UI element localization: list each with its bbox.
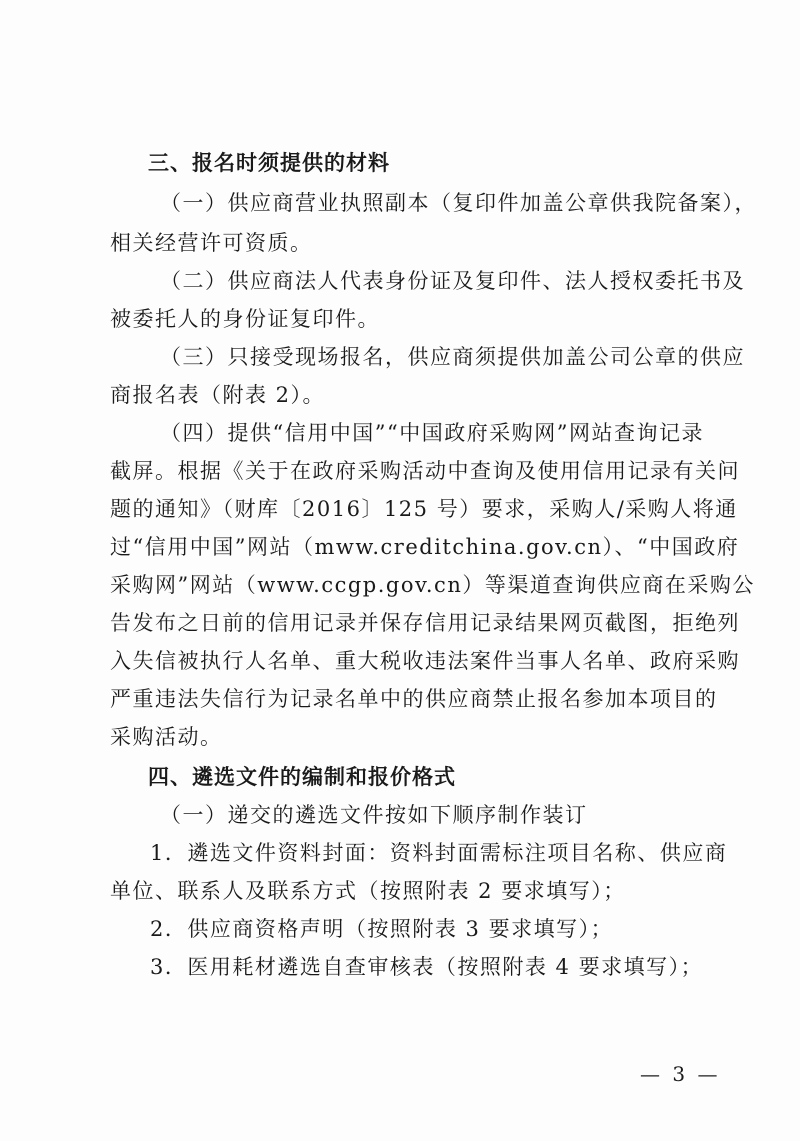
paragraph-line: （一）供应商营业执照副本（复印件加盖公章供我院备案）， (160, 191, 757, 215)
paragraph-line: 过“信用中国”网站（mww.creditchina.gov.cn）、“中国政府 (110, 535, 740, 559)
paragraph-line: 商报名表（附表 2）。 (110, 383, 326, 407)
page-number: — 3 — (640, 1062, 721, 1086)
paragraph-line: 2．供应商资格声明（按照附表 3 要求填写）； (150, 917, 614, 941)
paragraph-line: （二）供应商法人代表身份证及复印件、法人授权委托书及 (160, 269, 745, 293)
section-heading-4: 四、遴选文件的编制和报价格式 (148, 765, 456, 789)
paragraph-line: 题的通知》（财库〔2016〕125 号）要求，采购人/采购人将通 (110, 497, 738, 521)
paragraph-line: 相关经营许可资质。 (110, 231, 313, 255)
paragraph-line: 告发布之日前的信用记录并保存信用记录结果网页截图，拒绝列 (110, 611, 740, 635)
paragraph-line: 被委托人的身份证复印件。 (110, 307, 380, 331)
paragraph-line: 1．遴选文件资料封面：资料封面需标注项目名称、供应商 (150, 841, 728, 865)
section-heading-3: 三、报名时须提供的材料 (148, 151, 390, 175)
paragraph-line: 截屏。根据《关于在政府采购活动中查询及使用信用记录有关问 (110, 459, 740, 483)
paragraph-line: 入失信被执行人名单、重大税收违法案件当事人名单、政府采购 (110, 649, 740, 673)
paragraph-line: 采购网”网站（www.ccgp.gov.cn）等渠道查询供应商在采购公 (110, 573, 755, 597)
paragraph-line: 3．医用耗材遴选自查审核表（按照附表 4 要求填写）； (150, 955, 704, 979)
paragraph-line: （一）递交的遴选文件按如下顺序制作装订 (160, 803, 588, 827)
paragraph-line: （三）只接受现场报名，供应商须提供加盖公司公章的供应 (160, 345, 745, 369)
paragraph-line: （四）提供“信用中国”“中国政府采购网”网站查询记录 (160, 421, 704, 445)
paragraph-line: 单位、联系人及联系方式（按照附表 2 要求填写）； (110, 879, 626, 903)
paragraph-line: 严重违法失信行为记录名单中的供应商禁止报名参加本项目的 (110, 687, 718, 711)
paragraph-line: 采购活动。 (110, 725, 223, 749)
